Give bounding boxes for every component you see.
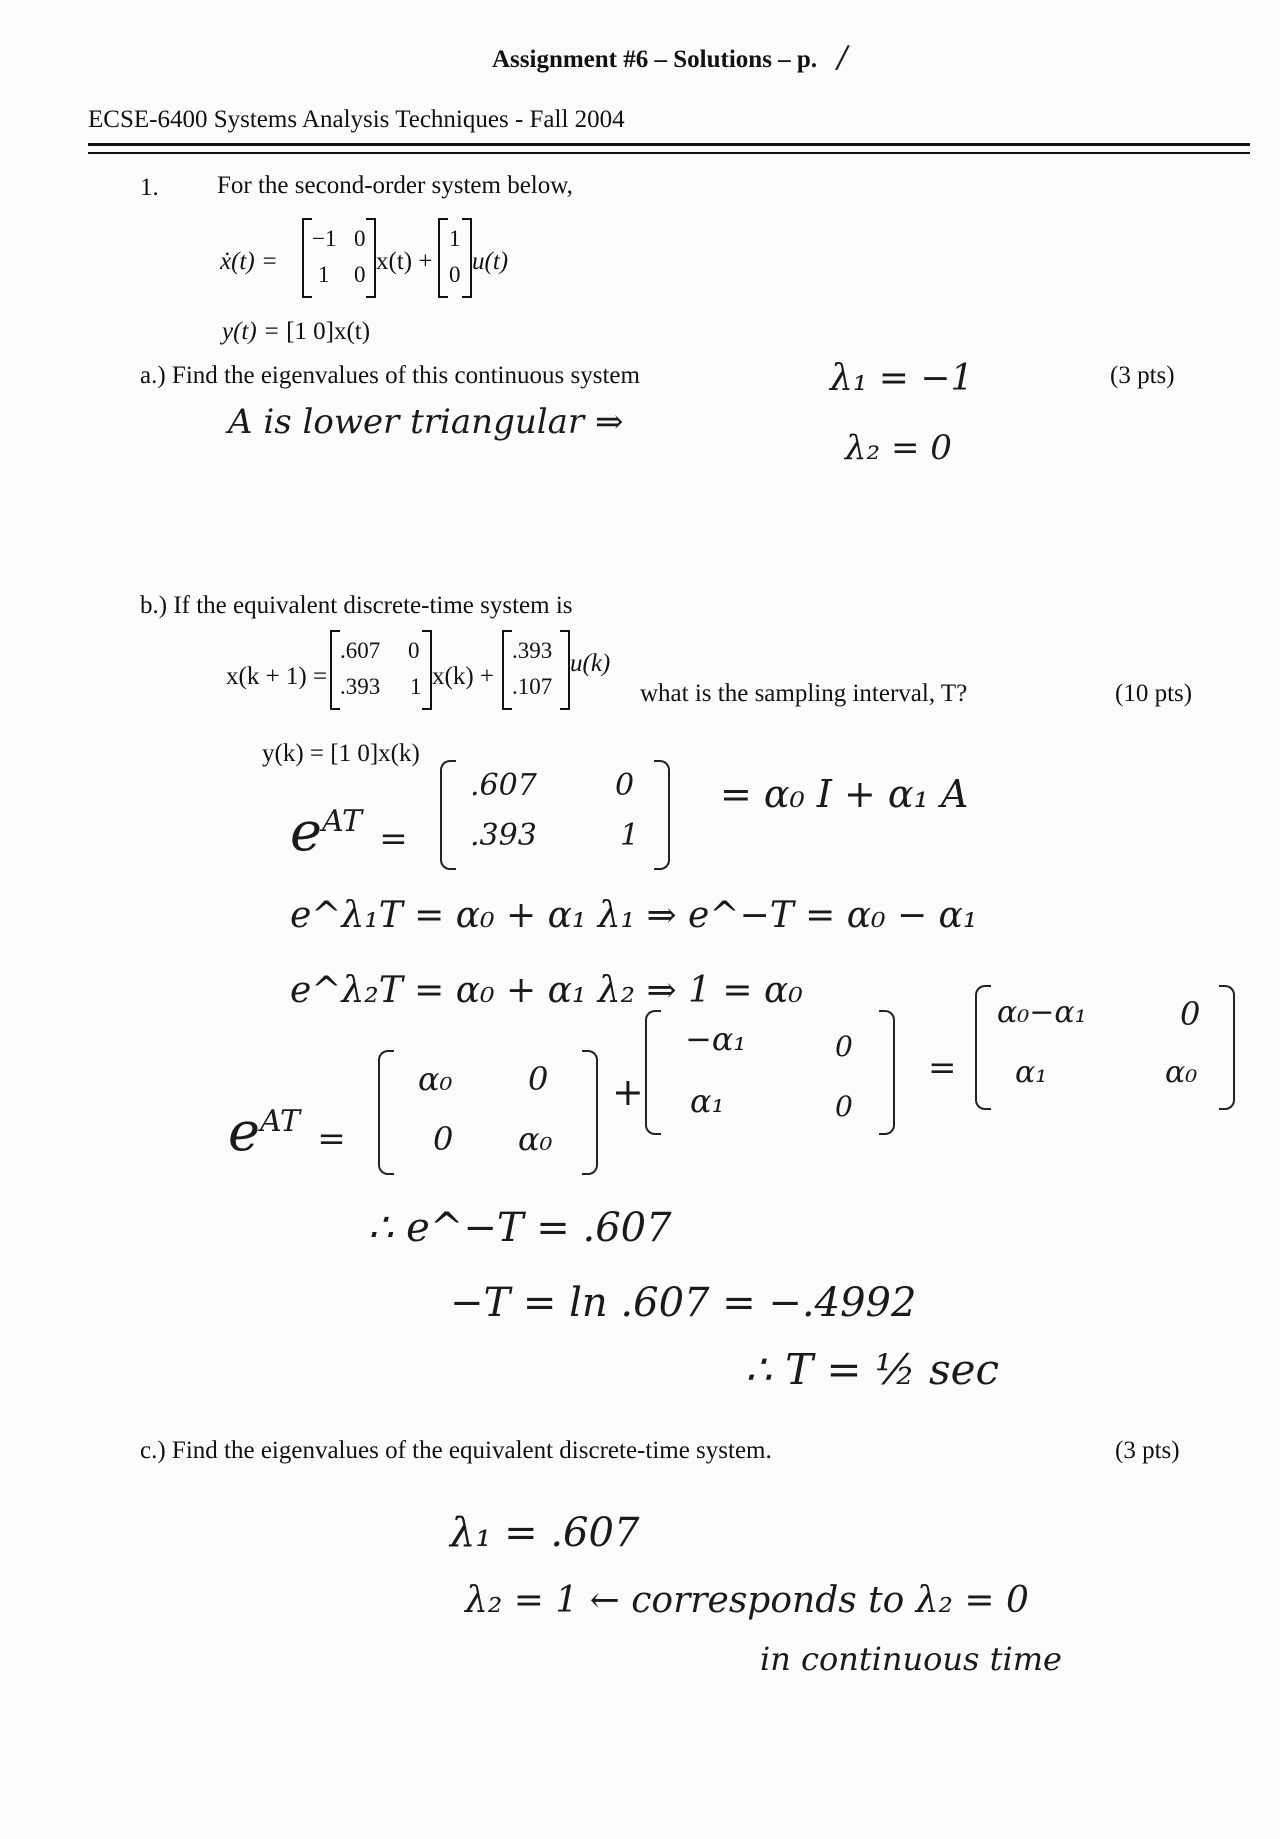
- hw-cell: α₀−α₁: [997, 995, 1087, 1030]
- matrix-cell: .607: [340, 638, 381, 663]
- discrete-eq-lhs: x(k + 1) =: [226, 663, 328, 690]
- matrix-cell: 1: [449, 226, 461, 251]
- hw-cell: α₁: [1015, 1055, 1048, 1090]
- hw-eq-lambda2: e^λ₂T = α₀ + α₁ λ₂ ⇒ 1 = α₀: [290, 970, 803, 1011]
- hw-cell: 0: [835, 1030, 853, 1063]
- part-a-points: (3 pts): [1110, 362, 1175, 389]
- state-eq-x: x(t) +: [376, 248, 433, 275]
- hw-matrix-4: [975, 985, 1235, 1110]
- part-b-question: b.) If the equivalent discrete-time system is: [140, 592, 573, 619]
- part-a-handwritten-lambda2: λ₂ = 0: [845, 428, 952, 468]
- matrix-cell: 1: [318, 262, 330, 287]
- part-c-points: (3 pts): [1115, 1437, 1180, 1464]
- hw-cayley-hamilton: = α₀ I + α₁ A: [720, 772, 969, 816]
- state-eq-u: u(t): [472, 248, 509, 275]
- part-a-question: a.) Find the eigenvalues of this continuous system: [140, 362, 640, 389]
- matrix-A: [302, 218, 376, 298]
- hw-cell: α₁: [690, 1082, 725, 1120]
- matrix-cell: 0: [449, 262, 461, 287]
- hw-eAT-2: $e^{AT}$ =: [228, 1100, 346, 1163]
- hw-c-note: in continuous time: [760, 1640, 1062, 1678]
- hw-eq-lambda1: e^λ₁T = α₀ + α₁ λ₁ ⇒ e^−T = α₀ − α₁: [290, 895, 978, 936]
- matrix-cell: 1: [410, 674, 422, 699]
- hw-cell: .393: [470, 818, 537, 853]
- hw-cell: 0: [433, 1120, 454, 1158]
- hw-cell: 1: [620, 818, 640, 853]
- hw-cell: 0: [528, 1060, 549, 1098]
- matrix-cell: −1: [312, 226, 337, 251]
- matrix-cell: 0: [354, 226, 366, 251]
- hw-cell: α₀: [1165, 1055, 1198, 1090]
- hw-cell: α₀: [518, 1120, 553, 1158]
- hw-matrix-3: [645, 1010, 895, 1135]
- problem-number: 1.: [140, 174, 159, 201]
- discrete-eq-u: u(k): [570, 650, 611, 677]
- problem-intro: For the second-order system below,: [217, 172, 573, 199]
- page-title: Assignment #6 – Solutions – p. /: [492, 40, 848, 75]
- matrix-cell: .393: [512, 638, 553, 663]
- hw-cell: 0: [1180, 995, 1201, 1033]
- output-equation: y(t) = [1 0]x(t): [222, 318, 371, 345]
- part-b-ask: what is the sampling interval, T?: [640, 680, 968, 707]
- hw-plus: +: [612, 1070, 644, 1114]
- matrix-B: [438, 218, 472, 298]
- state-eq-lhs: ẋ(t) =: [220, 248, 278, 275]
- hw-matrix-2: [378, 1050, 598, 1175]
- hw-exp-result: ∴ e^−T = .607: [368, 1205, 672, 1251]
- part-b-points: (10 pts): [1115, 680, 1193, 707]
- matrix-Bd: [502, 630, 570, 710]
- hw-c-lambda1: λ₁ = .607: [450, 1510, 640, 1556]
- matrix-cell: .107: [512, 674, 553, 699]
- part-a-handwritten-reasoning: A is lower triangular ⇒: [228, 402, 624, 442]
- hw-eAT-1: $e^{AT}$ =: [290, 800, 408, 863]
- header-rule-bottom: [88, 152, 1250, 154]
- hw-equals: =: [928, 1048, 957, 1088]
- page-number: /: [837, 40, 848, 75]
- discrete-eq-x: x(k) +: [432, 663, 494, 690]
- hw-cell: −α₁: [685, 1020, 747, 1058]
- hw-log-result: −T = ln .607 = −.4992: [450, 1280, 917, 1326]
- hw-cell: .607: [470, 768, 537, 803]
- hw-final-T: ∴ T = ½ sec: [745, 1345, 999, 1394]
- matrix-Ad: [330, 630, 432, 710]
- part-c-question: c.) Find the eigenvalues of the equivalent discrete-time system.: [140, 1437, 772, 1464]
- header-rule-top: [88, 143, 1250, 146]
- matrix-cell: .393: [340, 674, 381, 699]
- matrix-cell: 0: [408, 638, 420, 663]
- hw-c-lambda2: λ₂ = 1 ← corresponds to λ₂ = 0: [465, 1580, 1029, 1621]
- hw-cell: 0: [835, 1090, 853, 1123]
- matrix-cell: 0: [354, 262, 366, 287]
- hw-cell: α₀: [418, 1060, 453, 1098]
- discrete-output-eq: y(k) = [1 0]x(k): [262, 740, 420, 767]
- course-title: ECSE-6400 Systems Analysis Techniques - Fall 2004: [88, 106, 625, 133]
- part-a-handwritten-lambda1: λ₁ = −1: [830, 358, 974, 399]
- hw-cell: 0: [615, 768, 635, 803]
- hw-matrix-1: [440, 760, 670, 870]
